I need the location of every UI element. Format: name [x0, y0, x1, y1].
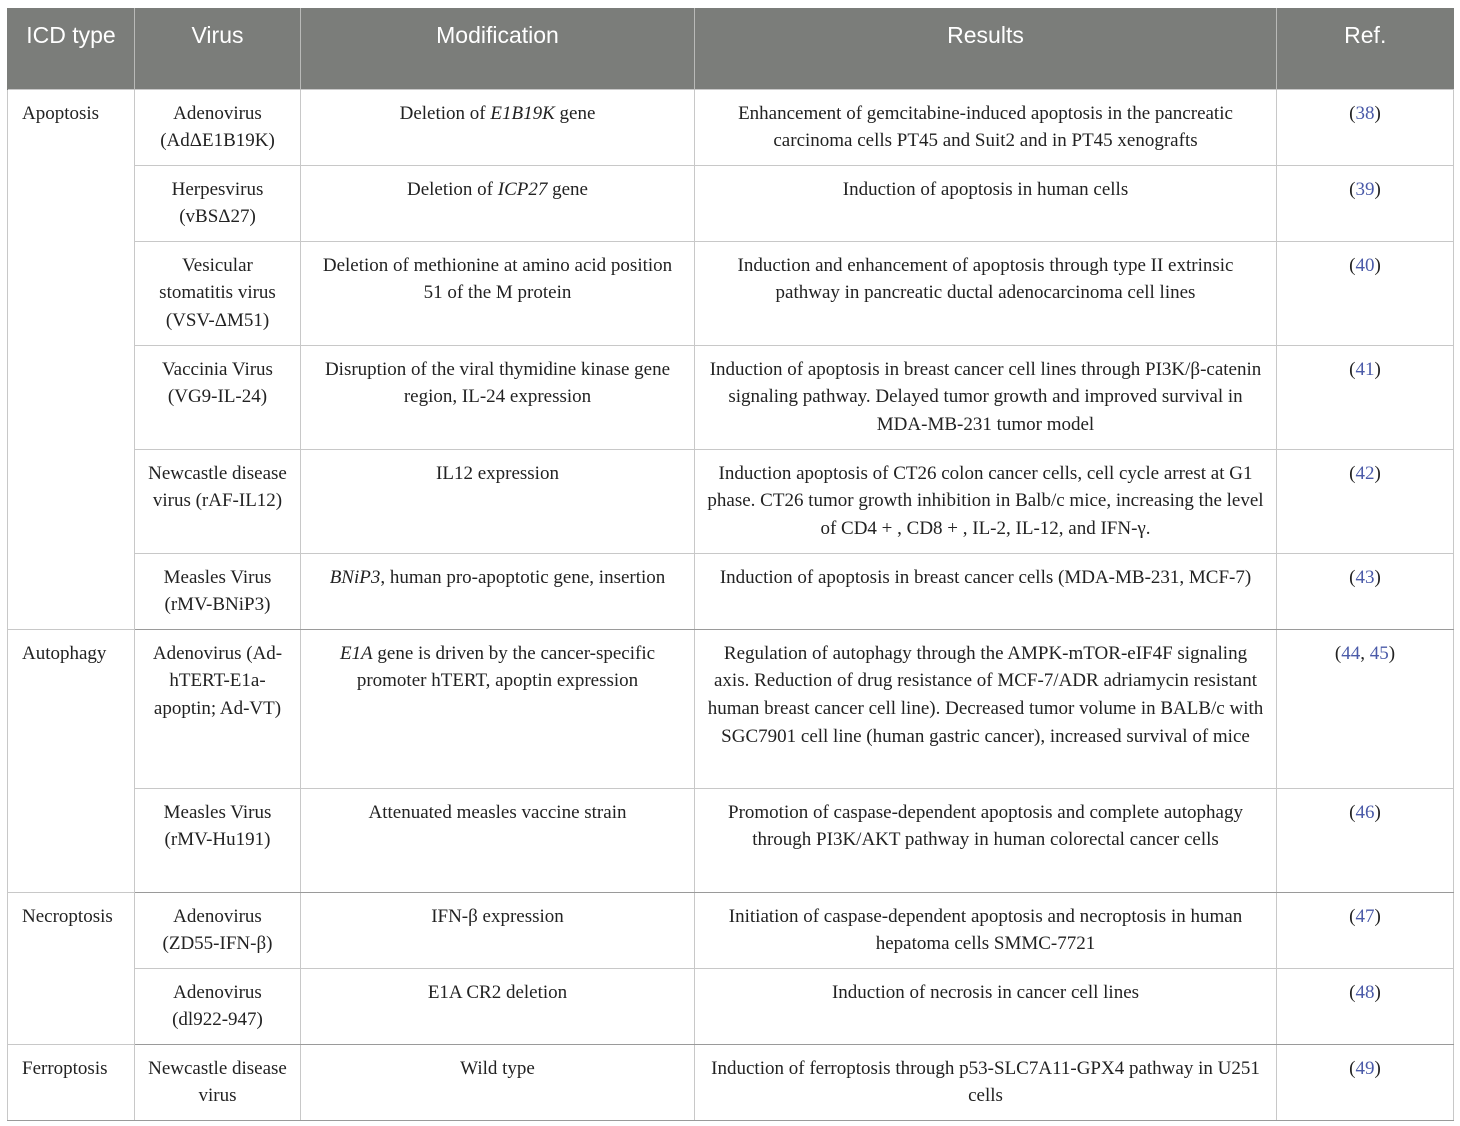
icd-type-cell: Ferroptosis	[8, 1044, 135, 1120]
reference-link[interactable]: 40	[1355, 254, 1375, 276]
modification-cell	[301, 241, 695, 345]
table-container	[7, 8, 1453, 1121]
modification-text: gene is driven by the cancer-specific promoter hTERT, apoptin expression	[356, 642, 656, 692]
modification-cell	[301, 553, 695, 629]
modification-text: Deletion of	[399, 102, 491, 124]
table-row	[8, 892, 1454, 968]
modification-text: Deletion of	[407, 178, 498, 200]
results-cell: Induction of ferroptosis through p53-SLC7A11-GPX4 pathway in U251 cells	[695, 1044, 1277, 1120]
ref-cell: (47)	[1277, 892, 1454, 968]
header-virus: Virus	[135, 8, 301, 89]
table-row	[8, 345, 1454, 449]
ref-cell: (46)	[1277, 788, 1454, 892]
ref-cell: (38)	[1277, 89, 1454, 165]
modification-cell	[301, 89, 695, 165]
table-body	[8, 89, 1454, 1120]
reference-link[interactable]: 41	[1355, 358, 1375, 380]
virus-cell: Herpesvirus (vBSΔ27)	[135, 165, 301, 241]
virus-cell: Measles Virus (rMV-Hu191)	[135, 788, 301, 892]
icd-type-cell: Apoptosis	[8, 89, 135, 629]
reference-link[interactable]: 47	[1355, 905, 1375, 927]
table-row	[8, 89, 1454, 165]
virus-cell: Measles Virus (rMV-BNiP3)	[135, 553, 301, 629]
modification-gene-name: ICP27	[497, 178, 548, 200]
reference-link[interactable]: 48	[1355, 981, 1375, 1003]
modification-cell	[301, 165, 695, 241]
results-cell: Promotion of caspase-dependent apoptosis and complete autophagy through PI3K/AKT pathway in human colorectal cancer cells	[695, 788, 1277, 892]
modification-text: gene	[547, 178, 588, 200]
table-row	[8, 241, 1454, 345]
reference-link[interactable]: 43	[1355, 566, 1375, 588]
reference-link[interactable]: 39	[1355, 178, 1375, 200]
modification-text: , human pro-apoptotic gene, insertion	[380, 566, 666, 588]
reference-link[interactable]: 42	[1355, 462, 1375, 484]
results-cell: Induction apoptosis of CT26 colon cancer cells, cell cycle arrest at G1 phase. CT26 tumor growth inhibition in Balb/c mice, increasing the level of CD4 + , CD8 + , IL-2, IL-12, and IFN-γ.	[695, 449, 1277, 553]
reference-link[interactable]: 45	[1369, 642, 1389, 664]
reference-link[interactable]: 38	[1355, 102, 1375, 124]
modification-cell	[301, 449, 695, 553]
ref-cell: (48)	[1277, 968, 1454, 1044]
modification-gene-name: BNiP3	[329, 566, 381, 588]
table-row	[8, 788, 1454, 892]
modification-cell	[301, 1044, 695, 1120]
ref-cell: (41)	[1277, 345, 1454, 449]
virus-cell: Vaccinia Virus (VG9-IL-24)	[135, 345, 301, 449]
results-cell: Induction and enhancement of apoptosis through type II extrinsic pathway in pancreatic ductal adenocarcinoma cell lines	[695, 241, 1277, 345]
ref-cell: (42)	[1277, 449, 1454, 553]
modification-cell	[301, 968, 695, 1044]
virus-cell: Newcastle disease virus (rAF-IL12)	[135, 449, 301, 553]
reference-link[interactable]: 44	[1341, 642, 1361, 664]
modification-cell	[301, 892, 695, 968]
results-cell: Regulation of autophagy through the AMPK-mTOR-eIF4F signaling axis. Reduction of drug resistance of MCF-7/ADR adriamycin resistant human breast cancer cell line). Decreased tumor volume in BALB/c with SGC7901 cell line (human gastric cancer), increased survival of mice	[695, 629, 1277, 788]
modification-text: IL12 expression	[436, 462, 559, 484]
virus-cell: Vesicular stomatitis virus (VSV-ΔM51)	[135, 241, 301, 345]
reference-link[interactable]: 46	[1355, 801, 1375, 823]
results-cell: Induction of necrosis in cancer cell lines	[695, 968, 1277, 1044]
header-results: Results	[695, 8, 1277, 89]
reference-link[interactable]: 49	[1355, 1057, 1375, 1079]
modification-cell	[301, 629, 695, 788]
table-row	[8, 1044, 1454, 1120]
virus-cell: Adenovirus (Ad-hTERT-E1a-apoptin; Ad-VT)	[135, 629, 301, 788]
table-row	[8, 553, 1454, 629]
modification-text: IFN-β expression	[431, 905, 564, 927]
header-icd-type: ICD type	[8, 8, 135, 89]
modification-gene-name: E1A	[339, 642, 373, 664]
icd-type-cell: Necroptosis	[8, 892, 135, 1044]
results-cell: Induction of apoptosis in breast cancer cells (MDA-MB-231, MCF-7)	[695, 553, 1277, 629]
results-cell: Enhancement of gemcitabine-induced apoptosis in the pancreatic carcinoma cells PT45 and Suit2 and in PT45 xenografts	[695, 89, 1277, 165]
table-row	[8, 629, 1454, 788]
modification-text: Wild type	[460, 1057, 535, 1079]
modification-cell	[301, 345, 695, 449]
table-row	[8, 968, 1454, 1044]
ref-cell: (40)	[1277, 241, 1454, 345]
ref-cell: (43)	[1277, 553, 1454, 629]
icd-virus-table	[7, 8, 1454, 1121]
header-modification: Modification	[301, 8, 695, 89]
modification-text: Attenuated measles vaccine strain	[368, 801, 627, 823]
table-header	[8, 8, 1454, 89]
virus-cell: Adenovirus (ZD55-IFN-β)	[135, 892, 301, 968]
ref-cell: (44, 45)	[1277, 629, 1454, 788]
modification-text: E1A CR2 deletion	[427, 981, 568, 1003]
results-cell: Induction of apoptosis in breast cancer cell lines through PI3K/β-catenin signaling pathway. Delayed tumor growth and improved survival in MDA-MB-231 tumor model	[695, 345, 1277, 449]
modification-cell	[301, 788, 695, 892]
modification-text: Deletion of methionine at amino acid position 51 of the M protein	[322, 254, 673, 304]
modification-text: gene	[554, 102, 596, 124]
table-row	[8, 165, 1454, 241]
modification-text: Disruption of the viral thymidine kinase gene region, IL-24 expression	[324, 358, 671, 408]
virus-cell: Adenovirus (dl922-947)	[135, 968, 301, 1044]
header-ref: Ref.	[1277, 8, 1454, 89]
modification-gene-name: E1B19K	[490, 102, 555, 124]
virus-cell: Adenovirus (AdΔE1B19K)	[135, 89, 301, 165]
ref-cell: (39)	[1277, 165, 1454, 241]
icd-type-cell: Autophagy	[8, 629, 135, 892]
ref-cell: (49)	[1277, 1044, 1454, 1120]
table-row	[8, 449, 1454, 553]
header-row	[8, 8, 1454, 89]
results-cell: Initiation of caspase-dependent apoptosis and necroptosis in human hepatoma cells SMMC-7721	[695, 892, 1277, 968]
results-cell: Induction of apoptosis in human cells	[695, 165, 1277, 241]
virus-cell: Newcastle disease virus	[135, 1044, 301, 1120]
